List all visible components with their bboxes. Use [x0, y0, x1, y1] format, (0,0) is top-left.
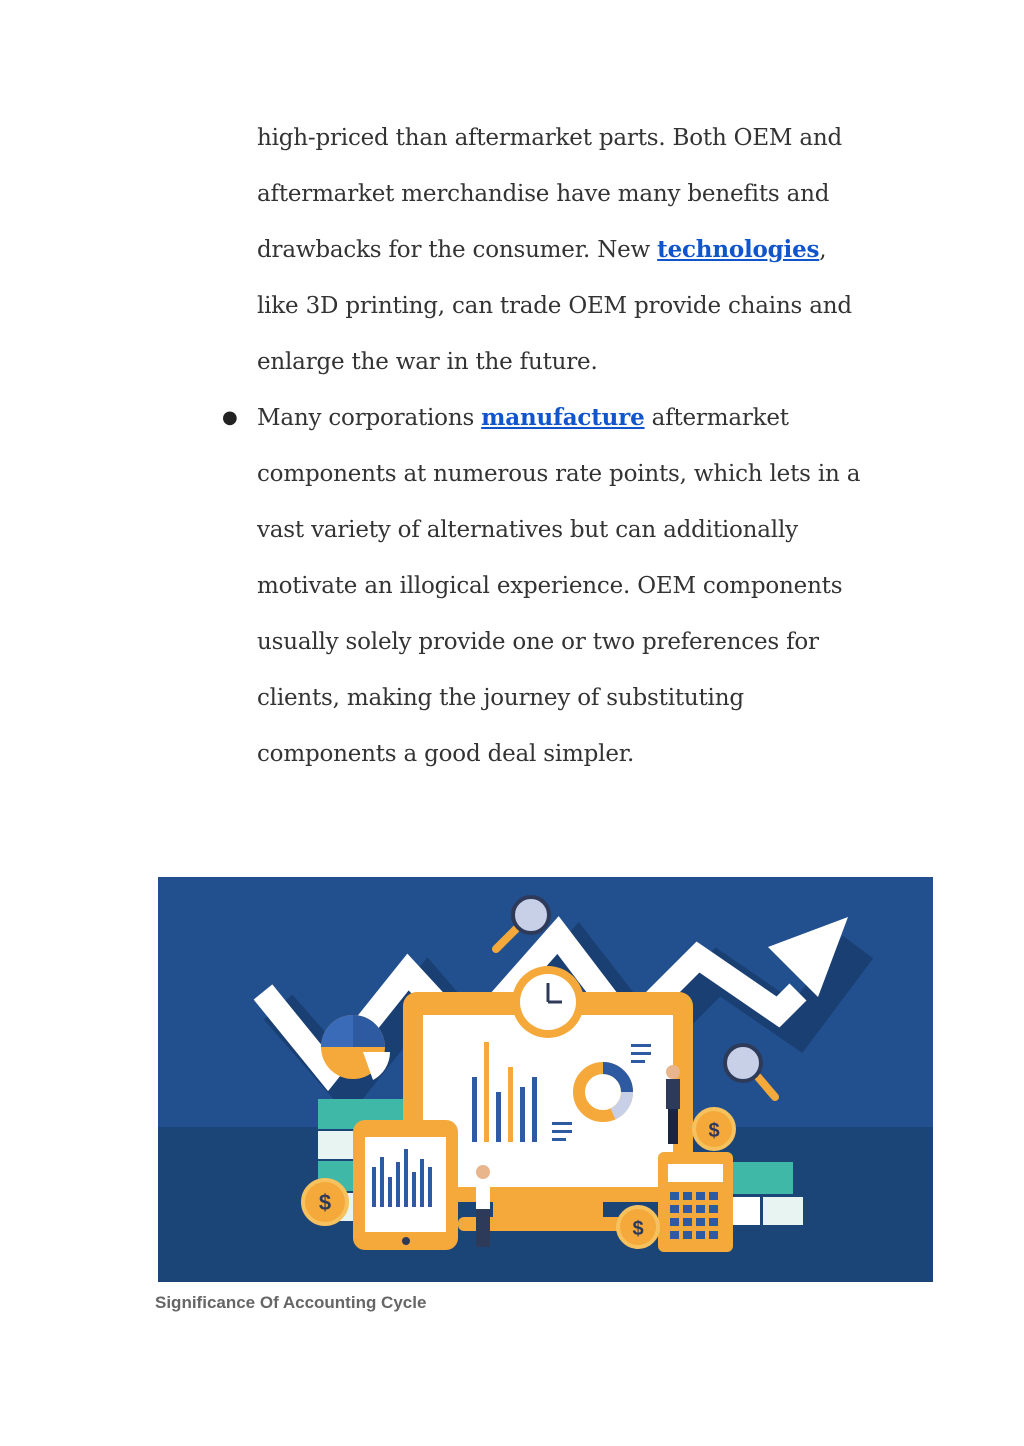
clock-icon: [512, 966, 584, 1038]
text-span: Many corporations: [257, 405, 482, 431]
tablet-icon: [353, 1120, 458, 1250]
text-line: components a good deal simpler.: [257, 741, 635, 767]
list-item: [222, 390, 877, 782]
paragraph-continuation: [257, 110, 877, 390]
dollar-coin-icon: [618, 1207, 658, 1247]
svg-text:$: $: [708, 1120, 720, 1142]
text-line: clients, making the journey of substituting: [257, 685, 744, 711]
text-line: [257, 390, 877, 446]
manufacture-link[interactable]: manufacture: [481, 404, 645, 431]
text-line: high-priced than aftermarket parts. Both OEM and: [257, 125, 843, 151]
text-line: usually solely provide one or two preferences for: [257, 629, 819, 655]
dollar-coin-icon: [694, 1109, 734, 1149]
technologies-link[interactable]: technologies: [657, 236, 820, 263]
text-span: aftermarket: [644, 405, 789, 431]
text-span: drawbacks for the consumer. New: [257, 237, 658, 263]
illustration-svg: [158, 877, 933, 1282]
text-line: [257, 222, 877, 278]
figure-caption: Significance Of Accounting Cycle: [155, 1293, 427, 1312]
stacked-blocks: [728, 1162, 803, 1225]
svg-text:$: $: [632, 1218, 644, 1240]
person-figure: [666, 1065, 680, 1144]
text-line: enlarge the war in the future.: [257, 349, 598, 375]
text-line: vast variety of alternatives but can additionally: [257, 517, 798, 543]
calculator-icon: [658, 1152, 733, 1252]
text-line: like 3D printing, can trade OEM provide chains and: [257, 293, 852, 319]
bullet-icon: ●: [222, 407, 238, 428]
text-line: motivate an illogical experience. OEM components: [257, 573, 843, 599]
svg-text:$: $: [318, 1190, 332, 1215]
text-line: components at numerous rate points, which lets in a: [257, 461, 861, 487]
text-span: ,: [819, 237, 827, 263]
body-text: [222, 110, 877, 782]
accounting-illustration: [158, 877, 933, 1282]
text-line: aftermarket merchandise have many benefits and: [257, 181, 830, 207]
dollar-coin-icon: [303, 1180, 347, 1224]
